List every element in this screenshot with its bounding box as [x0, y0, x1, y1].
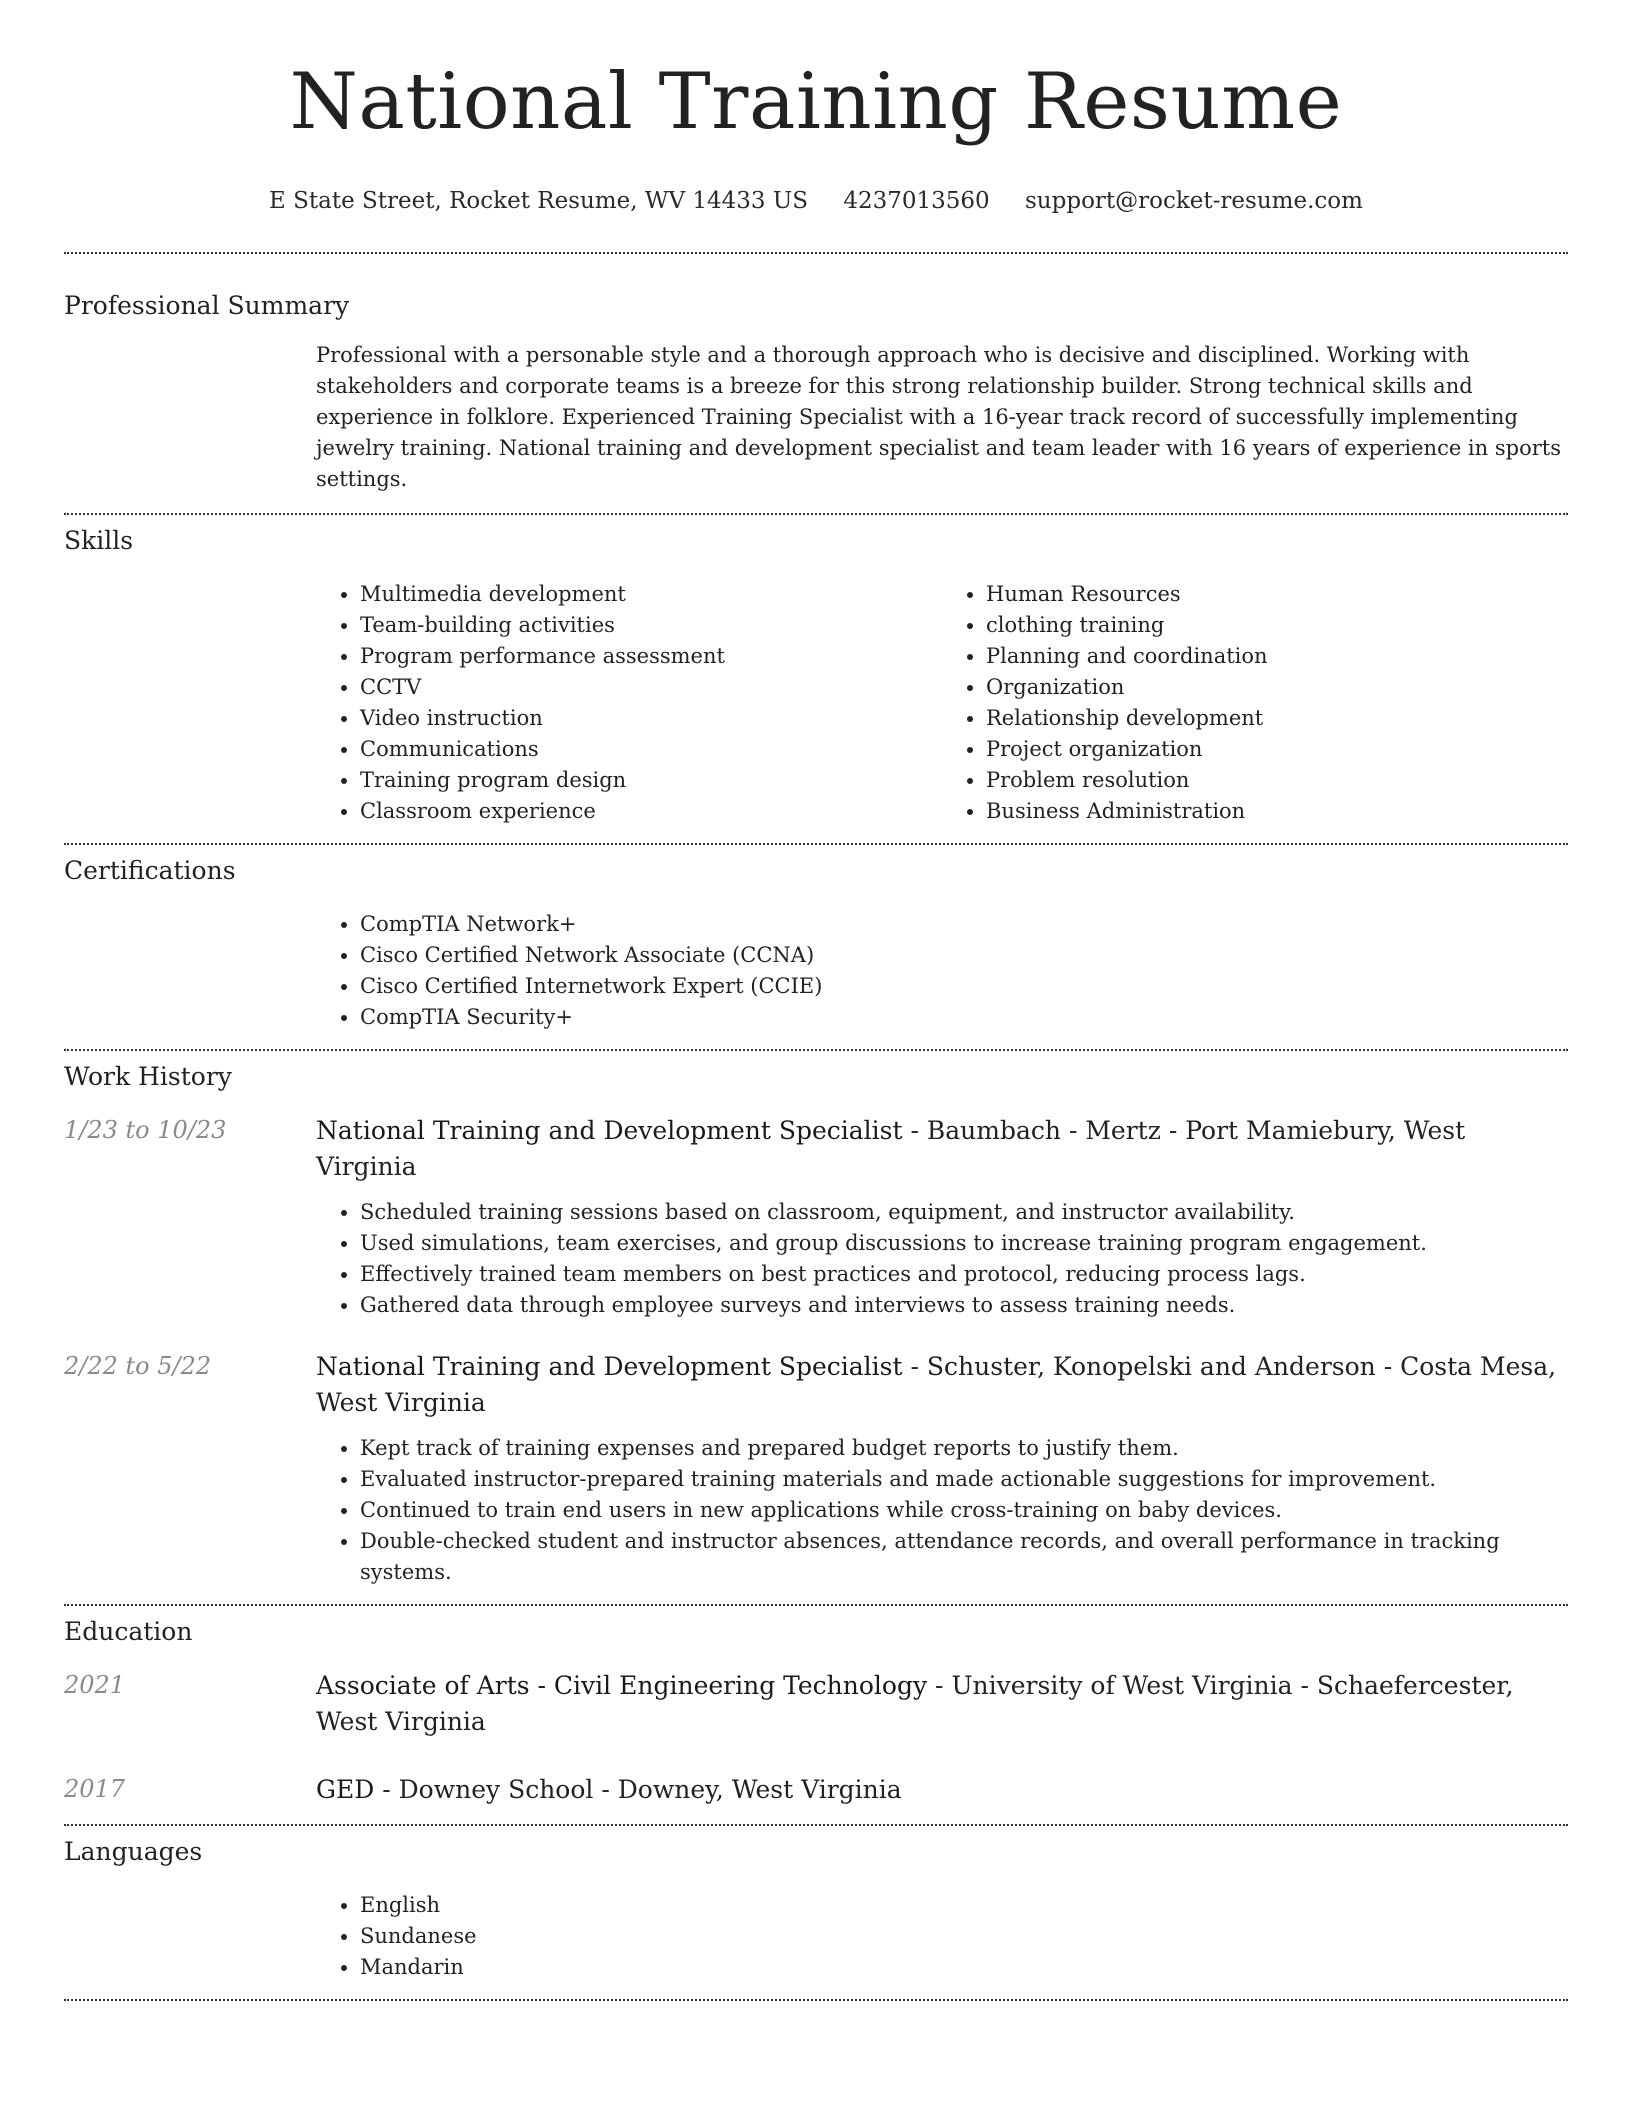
list-item: • Continued to train end users in new applications while cross-training on baby devices. [360, 1495, 1568, 1526]
education-entry-body [316, 1668, 1568, 1740]
list-item: • Business Administration [986, 796, 1568, 827]
section-education [64, 1606, 1568, 1824]
job-employer-location: - Schuster, Konopelski and Anderson - Costa Mesa, West Virginia [316, 1352, 1557, 1417]
list-item: • Problem resolution [986, 765, 1568, 796]
job-title: National Training and Development Specialist [316, 1116, 903, 1145]
skills-columns [316, 579, 1568, 843]
education-year: 2021 [64, 1671, 126, 1699]
work-entry-body [316, 1113, 1568, 1321]
resume-name: National Training Resume [289, 57, 1343, 147]
list-item: • Training program design [360, 765, 942, 796]
summary-text: Professional with a personable style and a thorough approach who is decisive and disciplined. Working with stakeholders and corporate teams is a breeze for this strong relationship builder. Strong technical skills and experience in folklore. Experienced Training Specialist with a 16-year track record of successfully implementing jewelry training. National training and development specialist and team leader with 16 years of experience in sports settings. [316, 343, 1561, 491]
list-item: • Classroom experience [360, 796, 942, 827]
list-item: • CCTV [360, 672, 942, 703]
list-item: • clothing training [986, 610, 1568, 641]
section-title: Work History [64, 1062, 232, 1091]
work-entry [64, 1113, 1568, 1321]
list-item: • Cisco Certified Network Associate (CCNA) [360, 940, 1568, 971]
education-entry [64, 1772, 1568, 1824]
education-heading [316, 1772, 1568, 1808]
work-bullets [316, 1433, 1568, 1588]
education-heading [316, 1668, 1568, 1740]
list-item: • Double-checked student and instructor absences, attendance records, and overall performance in tracking systems. [360, 1526, 1568, 1588]
degree: Associate of Arts - Civil Engineering Technology [316, 1671, 928, 1700]
list-item: • Scheduled training sessions based on classroom, equipment, and instructor availability. [360, 1197, 1568, 1228]
list-item: • Cisco Certified Internetwork Expert (CCIE) [360, 971, 1568, 1002]
education-entry-body [316, 1772, 1568, 1808]
list-item: • Evaluated instructor-prepared training materials and made actionable suggestions for improvement. [360, 1464, 1568, 1495]
skills-list-left [316, 579, 942, 827]
job-employer-location: - Baumbach - Mertz - Port Mamiebury, West Virginia [316, 1116, 1466, 1181]
certifications-list [316, 909, 1568, 1033]
work-dates: 1/23 to 10/23 [64, 1116, 227, 1144]
section-professional-summary [64, 254, 1568, 513]
work-dates: 2/22 to 5/22 [64, 1352, 212, 1380]
list-item: • Multimedia development [360, 579, 942, 610]
contact-phone: 4237013560 [843, 188, 990, 214]
contact-email: support@rocket-resume.com [1025, 188, 1363, 214]
list-item: • Communications [360, 734, 942, 765]
list-item: • English [360, 1890, 1568, 1921]
contact-address: E State Street, Rocket Resume, WV 14433 US [269, 188, 809, 214]
section-title: Professional Summary [64, 291, 350, 320]
section-title: Languages [64, 1837, 203, 1866]
education-entry [64, 1668, 1568, 1740]
section-title: Skills [64, 526, 134, 555]
skills-list-right [942, 579, 1568, 827]
list-item: • Gathered data through employee surveys and interviews to assess training needs. [360, 1290, 1568, 1321]
work-entry-body [316, 1349, 1568, 1588]
section-title: Education [64, 1617, 193, 1646]
job-title: National Training and Development Specialist [316, 1352, 903, 1381]
work-heading [316, 1349, 1568, 1421]
work-entry [64, 1349, 1568, 1604]
section-title: Certifications [64, 856, 236, 885]
list-item: • Organization [986, 672, 1568, 703]
list-item: • Relationship development [986, 703, 1568, 734]
divider [64, 1999, 1568, 2001]
list-item: • Program performance assessment [360, 641, 942, 672]
list-item: • Planning and coordination [986, 641, 1568, 672]
list-item: • Sundanese [360, 1921, 1568, 1952]
list-item: • Used simulations, team exercises, and group discussions to increase training program engagement. [360, 1228, 1568, 1259]
languages-content [316, 1890, 1568, 1999]
list-item: • Kept track of training expenses and prepared budget reports to justify them. [360, 1433, 1568, 1464]
languages-list [316, 1890, 1568, 1983]
work-heading [316, 1113, 1568, 1185]
section-languages [64, 1826, 1568, 1999]
list-item: • CompTIA Security+ [360, 1002, 1568, 1033]
section-work-history [64, 1051, 1568, 1604]
section-certifications [64, 845, 1568, 1049]
certifications-content [316, 909, 1568, 1049]
contact-line [64, 186, 1568, 216]
list-item: • Video instruction [360, 703, 942, 734]
school-location: - Downey School - Downey, West Virginia [374, 1775, 902, 1804]
list-item: • Team-building activities [360, 610, 942, 641]
list-item: • Human Resources [986, 579, 1568, 610]
education-year: 2017 [64, 1775, 126, 1803]
list-item: • Project organization [986, 734, 1568, 765]
list-item: • Effectively trained team members on best practices and protocol, reducing process lags. [360, 1259, 1568, 1290]
work-bullets [316, 1197, 1568, 1321]
list-item: • CompTIA Network+ [360, 909, 1568, 940]
section-skills [64, 515, 1568, 843]
school-location: - University of West Virginia - Schaefercester, West Virginia [316, 1671, 1514, 1736]
degree: GED [316, 1775, 375, 1804]
list-item: • Mandarin [360, 1952, 1568, 1983]
